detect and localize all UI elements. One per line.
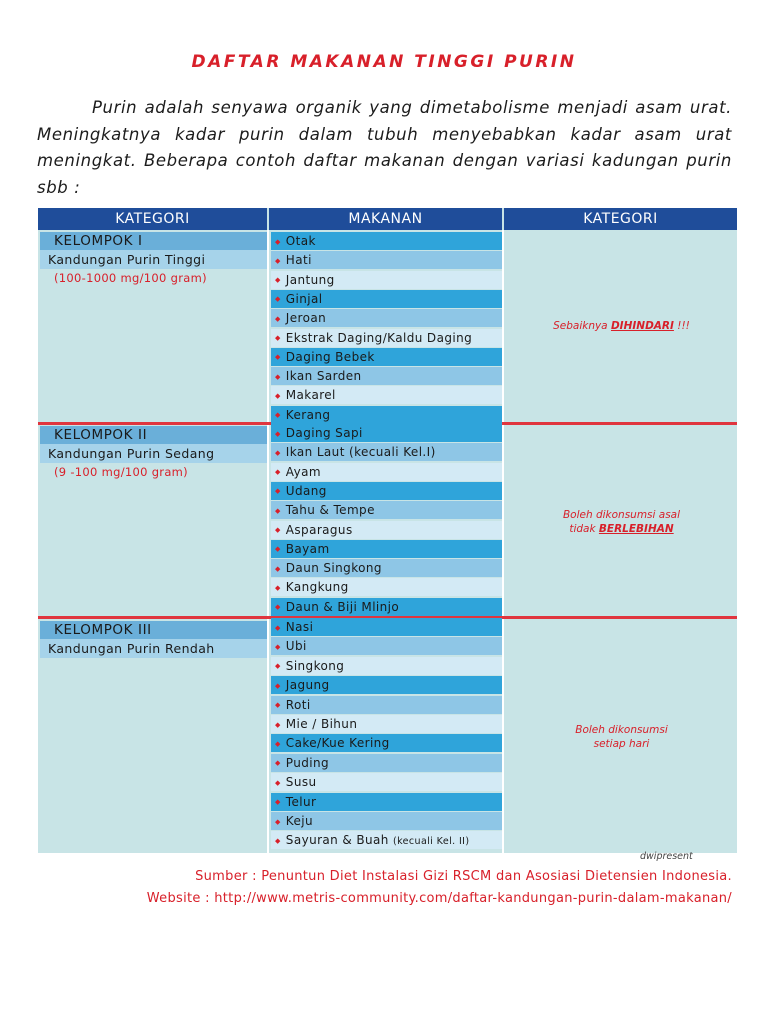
bullet-icon: ◆ (275, 662, 281, 671)
bullet-icon: ◆ (275, 353, 281, 362)
credit-text: dwipresent (640, 851, 693, 862)
food-item (271, 406, 502, 424)
bullet-icon: ◆ (275, 778, 281, 787)
bullet-icon: ◆ (275, 411, 281, 420)
group-2-advice-line1: Boleh dikonsumsi asal (562, 509, 681, 521)
bullet-icon: ◆ (275, 487, 281, 496)
food-item (271, 443, 502, 461)
bullet-icon: ◆ (275, 545, 281, 554)
food-name: Otak (285, 234, 316, 248)
group-1-advice-text: Sebaiknya (553, 320, 608, 332)
group-1-range: (100-1000 mg/100 gram) (54, 271, 207, 285)
group-2-advice-emphasis: BERLEBIHAN (598, 523, 674, 535)
group-1-advice-suffix: !!! (677, 320, 690, 332)
food-name: Ikan Laut (kecuali Kel.I) (285, 445, 436, 460)
food-item (271, 696, 502, 714)
food-name: Daun & Biji Mlinjo (285, 599, 400, 614)
food-name: Hati (285, 253, 312, 268)
food-item (271, 793, 502, 811)
food-name: Nasi (285, 620, 314, 634)
group-2-name: KELOMPOK II (40, 426, 267, 444)
group-2-range: (9 -100 mg/100 gram) (54, 465, 188, 479)
food-name: Keju (285, 814, 313, 828)
group-1-content: Kandungan Purin Tinggi (40, 250, 267, 269)
food-name: Kangkung (285, 580, 349, 595)
bullet-icon: ◆ (275, 759, 281, 768)
bullet-icon: ◆ (275, 506, 281, 515)
food-name: Cake/Kue Kering (285, 736, 390, 751)
website-line: Website : http://www.metris-community.com/daftar-kandungan-purin-dalam-makanan/ (146, 890, 732, 906)
intro-text: Purin adalah senyawa organik yang dimetabolisme menjadi asam urat. Meningkatnya kadar purin dalam tubuh menyebabkan kadar asam urat meningkat. Beberapa contoh daftar makanan dengan variasi kadungan purin sbb : (37, 98, 732, 197)
group-2-advice-line2: tidak (569, 523, 596, 535)
bullet-icon: ◆ (275, 314, 281, 323)
bullet-icon: ◆ (275, 448, 281, 457)
food-item (271, 715, 502, 733)
group-3-advice (506, 723, 737, 751)
food-name: Ekstrak Daging/Kaldu Daging (285, 330, 473, 345)
food-name: Puding (285, 755, 330, 770)
bullet-icon: ◆ (275, 526, 281, 534)
group-3-advice-line2: setiap hari (593, 738, 650, 750)
bullet-icon: ◆ (275, 817, 281, 826)
group-1-advice-emphasis: DIHINDARI (610, 320, 674, 332)
food-name: Udang (285, 483, 327, 498)
food-item (271, 521, 502, 539)
food-name: Bayam (285, 541, 330, 556)
food-name: Jagung (285, 678, 330, 693)
group-3-advice-line1: Boleh dikonsumsi (575, 724, 668, 736)
header-category-1: KATEGORI (38, 208, 267, 230)
bullet-icon: ◆ (275, 642, 281, 651)
food-item (271, 676, 502, 694)
bullet-icon: ◆ (275, 798, 281, 807)
food-name: Roti (285, 697, 311, 712)
bullet-icon: ◆ (275, 583, 281, 592)
food-name: Tahu & Tempe (285, 503, 375, 518)
food-item (271, 329, 502, 347)
food-name: Daging Bebek (285, 349, 375, 364)
food-item (271, 501, 502, 519)
food-item (271, 812, 502, 830)
food-item (271, 309, 502, 327)
food-name: Sayuran & Buah (285, 833, 389, 848)
group-2-content: Kandungan Purin Sedang (40, 444, 267, 463)
group-1-name: KELOMPOK I (40, 232, 267, 250)
food-item (271, 386, 502, 404)
food-name: Jantung (285, 272, 335, 287)
food-item (271, 618, 502, 636)
bullet-icon: ◆ (275, 739, 281, 748)
food-item (271, 598, 502, 616)
food-name: Makarel (285, 388, 336, 403)
food-name: Singkong (285, 658, 345, 673)
bullet-icon: ◆ (275, 468, 281, 477)
bullet-icon: ◆ (275, 237, 281, 246)
bullet-icon: ◆ (275, 391, 281, 400)
food-item (271, 637, 502, 655)
food-item (271, 348, 502, 366)
food-item (271, 424, 502, 442)
food-name: Ubi (285, 639, 307, 654)
bullet-icon: ◆ (275, 836, 281, 845)
food-item (271, 271, 502, 289)
food-item (271, 831, 502, 849)
group-1-advice (506, 319, 737, 333)
food-item (271, 657, 502, 675)
header-category-2: KATEGORI (504, 208, 737, 230)
bullet-icon: ◆ (275, 372, 281, 381)
food-name: Ayam (285, 464, 321, 479)
food-item (271, 540, 502, 558)
food-item (271, 463, 502, 481)
bullet-icon: ◆ (275, 603, 281, 612)
food-item (271, 482, 502, 500)
bullet-icon: ◆ (275, 564, 281, 573)
bullet-icon: ◆ (275, 295, 281, 304)
page-title: DAFTAR MAKANAN TINGGI PURIN (191, 52, 577, 72)
bullet-icon: ◆ (275, 681, 281, 690)
intro-paragraph (37, 95, 732, 201)
bullet-icon: ◆ (275, 256, 281, 265)
bullet-icon: ◆ (275, 276, 281, 285)
food-name: Susu (285, 775, 317, 790)
food-item (271, 559, 502, 577)
bullet-icon: ◆ (275, 334, 281, 342)
source-line: Sumber : Penuntun Diet Instalasi Gizi RSCM dan Asosiasi Dietensien Indonesia. (195, 869, 732, 884)
food-item (271, 773, 502, 791)
food-name: Daun Singkong (285, 561, 382, 576)
bullet-icon: ◆ (275, 701, 281, 710)
food-item (271, 290, 502, 308)
food-name: Ginjal (285, 291, 323, 306)
header-food: MAKANAN (269, 208, 502, 230)
food-item (271, 734, 502, 752)
column-divider (267, 230, 269, 853)
food-name: Mie / Bihun (285, 717, 358, 731)
bullet-icon: ◆ (275, 623, 281, 632)
food-item (271, 578, 502, 596)
food-name: Telur (285, 794, 317, 809)
group-3-content: Kandungan Purin Rendah (40, 639, 267, 658)
food-name: Asparagus (285, 522, 353, 537)
food-name: Jeroan (285, 311, 327, 326)
food-name: Daging Sapi (285, 426, 363, 440)
group-3-name: KELOMPOK III (40, 621, 267, 639)
purine-table (38, 208, 737, 853)
source-block (40, 866, 732, 909)
food-name: Kerang (285, 407, 331, 422)
food-item (271, 232, 502, 250)
food-note: (kecuali Kel. II) (392, 836, 470, 848)
food-item (271, 754, 502, 772)
bullet-icon: ◆ (275, 429, 281, 438)
bullet-icon: ◆ (275, 720, 281, 729)
food-name: Ikan Sarden (285, 369, 362, 384)
column-divider (502, 230, 504, 853)
group-2-advice (506, 508, 737, 536)
food-item (271, 251, 502, 269)
food-item (271, 367, 502, 385)
